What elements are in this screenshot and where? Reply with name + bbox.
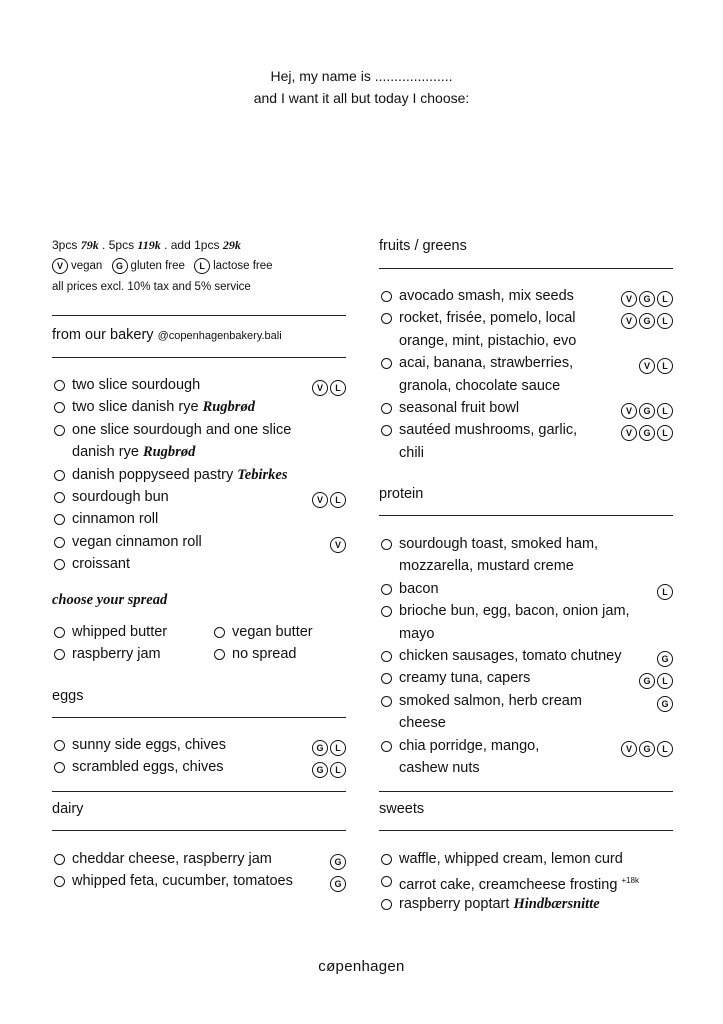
vegan-icon: V: [621, 741, 637, 757]
menu-item-label: two slice sourdough: [72, 377, 201, 393]
menu-item-continuation: [379, 712, 673, 734]
select-radio[interactable]: [54, 876, 65, 887]
menu-item-label: cashew nuts: [399, 760, 480, 776]
menu-item-continuation: [379, 442, 673, 464]
gluten-free-icon: G: [639, 741, 655, 757]
menu-item[interactable]: [52, 396, 346, 418]
diet-badges: [637, 354, 673, 376]
diet-badges: [655, 692, 673, 714]
menu-item-continuation: [379, 375, 673, 397]
select-radio[interactable]: [381, 606, 392, 617]
select-radio[interactable]: [54, 537, 65, 548]
lactose-free-icon: L: [330, 740, 346, 756]
lactose-free-icon: L: [657, 673, 673, 689]
diet-badges: [328, 872, 346, 894]
menu-item-label: one slice sourdough and one slice: [72, 421, 292, 438]
select-radio[interactable]: [381, 854, 392, 865]
select-radio[interactable]: [381, 584, 392, 595]
select-radio[interactable]: [381, 358, 392, 369]
select-radio[interactable]: [381, 539, 392, 550]
eggs-title: eggs: [52, 688, 84, 704]
menu-item[interactable]: [379, 352, 673, 374]
menu-item-label: bacon: [399, 580, 439, 597]
divider: [52, 357, 346, 358]
diet-badges: [328, 533, 346, 555]
menu-item[interactable]: [379, 735, 673, 757]
select-radio[interactable]: [54, 627, 65, 638]
protein-title: protein: [379, 486, 424, 502]
diet-badges: [619, 399, 673, 421]
menu-item-label: granola, chocolate sauce: [399, 377, 561, 394]
menu-item-local-name: Hindbærsnitte: [513, 895, 600, 912]
menu-item-label: raspberry poptart Hindbærsnitte: [399, 895, 600, 912]
menu-item-local-name: Rugbrød: [202, 399, 255, 416]
select-radio[interactable]: [381, 673, 392, 684]
select-radio[interactable]: [54, 514, 65, 525]
menu-item[interactable]: [379, 870, 673, 892]
menu-item-local-name: Rugbrød: [142, 444, 196, 461]
menu-item-local-name: Tebirkes: [237, 466, 288, 483]
vegan-icon: V: [621, 291, 637, 307]
menu-item-label: scrambled eggs, chives: [72, 759, 224, 776]
select-radio[interactable]: [381, 651, 392, 662]
lactose-free-icon: L: [657, 425, 673, 441]
menu-item-label: danish poppyseed pastry Tebirkes: [72, 466, 288, 483]
menu-item[interactable]: [52, 374, 346, 396]
menu-item[interactable]: [379, 578, 673, 600]
select-radio[interactable]: [381, 876, 392, 887]
divider: [379, 515, 673, 516]
diet-badges: [310, 758, 346, 780]
menu-item[interactable]: [52, 508, 346, 530]
menu-item-continuation: [379, 757, 673, 779]
diet-badges: [310, 736, 346, 758]
diet-badges: [619, 737, 673, 759]
menu-item-label: rocket, frisée, pomelo, local: [399, 310, 576, 327]
lactose-free-icon: L: [330, 492, 346, 508]
gluten-free-icon: G: [639, 313, 655, 329]
surcharge: +18k: [621, 876, 640, 886]
menu-item-label: sourdough bun: [72, 489, 169, 505]
menu-item-label: sunny side eggs, chives: [72, 737, 226, 753]
gluten-free-icon: G: [639, 673, 655, 689]
menu-item[interactable]: [379, 848, 673, 870]
menu-item[interactable]: [52, 870, 346, 892]
menu-item[interactable]: [52, 756, 346, 778]
select-radio[interactable]: [381, 899, 392, 910]
menu-item-label: chili: [399, 444, 424, 461]
select-radio[interactable]: [54, 559, 65, 570]
menu-item[interactable]: [379, 667, 673, 689]
menu-item[interactable]: [52, 848, 346, 870]
menu-item-label: acai, banana, strawberries,: [399, 355, 574, 372]
menu-item-label: two slice danish rye Rugbrød: [72, 399, 255, 416]
vegan-icon: V: [621, 313, 637, 329]
menu-item[interactable]: [379, 397, 673, 419]
spread-title: choose your spread: [52, 592, 168, 608]
intro-line-2: and I want it all but today I choose:: [253, 90, 470, 106]
spread-option[interactable]: [212, 643, 362, 665]
select-radio[interactable]: [54, 854, 65, 865]
menu-item-label: cheese: [399, 715, 446, 732]
diet-badges: [619, 309, 673, 331]
price-5pcs-label: . 5pcs: [102, 238, 135, 252]
select-radio[interactable]: [54, 762, 65, 773]
menu-item[interactable]: [379, 307, 673, 329]
lactose-free-icon: L: [194, 258, 210, 274]
menu-item-label: chicken sausages, tomato chutney: [399, 648, 622, 664]
menu-item-continuation: [379, 623, 673, 645]
select-radio[interactable]: [381, 741, 392, 752]
menu-item-label: smoked salmon, herb cream: [399, 692, 582, 709]
menu-item-label: sourdough toast, smoked ham,: [399, 536, 599, 552]
diet-badges: [637, 669, 673, 691]
divider: [52, 791, 346, 792]
vegan-icon: V: [639, 358, 655, 374]
menu-item-label: mayo: [399, 625, 435, 642]
vegan-icon: V: [330, 537, 346, 553]
spread-option[interactable]: [212, 621, 362, 643]
select-radio[interactable]: [54, 492, 65, 503]
menu-item[interactable]: [52, 464, 346, 486]
pricing-line: [52, 238, 241, 253]
tax-note: all prices excl. 10% tax and 5% service: [52, 281, 251, 293]
gluten-free-icon: G: [312, 740, 328, 756]
divider: [52, 717, 346, 718]
divider: [52, 830, 346, 831]
menu-item[interactable]: [379, 285, 673, 307]
menu-item[interactable]: [379, 600, 673, 622]
menu-item-label: seasonal fruit bowl: [399, 400, 520, 416]
menu-item-label: avocado smash, mix seeds: [399, 288, 574, 304]
gluten-free-icon: G: [657, 696, 673, 712]
legend-lactose-free: lactose free: [213, 260, 273, 272]
vegan-icon: V: [52, 258, 68, 274]
bakery-title-text: from our bakery: [52, 327, 154, 343]
menu-item-label: waffle, whipped cream, lemon curd: [399, 851, 623, 867]
menu-item[interactable]: [379, 690, 673, 712]
spread-option-label: vegan butter: [232, 624, 313, 640]
spread-option-label: raspberry jam: [72, 646, 161, 663]
menu-item-label: orange, mint, pistachio, evo: [399, 332, 577, 349]
select-radio[interactable]: [381, 403, 392, 414]
price-5pcs: 119k: [137, 238, 161, 252]
intro-line-1: Hej, my name is ....................: [270, 68, 453, 84]
diet-badges: [310, 488, 346, 510]
select-radio[interactable]: [381, 313, 392, 324]
menu-item[interactable]: [52, 486, 346, 508]
gluten-free-icon: G: [330, 876, 346, 892]
divider: [379, 268, 673, 269]
gluten-free-icon: G: [657, 651, 673, 667]
menu-item[interactable]: [52, 419, 346, 441]
menu-item-label: chia porridge, mango,: [399, 737, 540, 754]
lactose-free-icon: L: [657, 291, 673, 307]
diet-badges: [655, 580, 673, 602]
divider: [52, 315, 346, 316]
vegan-icon: V: [312, 492, 328, 508]
select-radio[interactable]: [381, 696, 392, 707]
menu-item-label: mozzarella, mustard creme: [399, 558, 574, 575]
menu-item[interactable]: [379, 645, 673, 667]
diet-legend: [52, 258, 273, 274]
menu-item[interactable]: [379, 533, 673, 555]
bakery-handle: @copenhagenbakery.bali: [157, 330, 282, 342]
diet-badges: [328, 850, 346, 872]
lactose-free-icon: L: [657, 403, 673, 419]
menu-item[interactable]: [52, 734, 346, 756]
menu-item[interactable]: [52, 553, 346, 575]
price-3pcs: 79k: [80, 238, 99, 252]
menu-item-label: brioche bun, egg, bacon, onion jam,: [399, 603, 630, 620]
divider: [379, 830, 673, 831]
menu-item[interactable]: [52, 531, 346, 553]
lactose-free-icon: L: [657, 741, 673, 757]
diet-badges: [310, 376, 346, 398]
price-add-label: . add 1pcs: [164, 238, 220, 252]
bakery-title: [52, 327, 282, 343]
fruits-title: fruits / greens: [379, 238, 467, 254]
menu-item-continuation: [379, 555, 673, 577]
select-radio[interactable]: [54, 470, 65, 481]
menu-item-continuation: [379, 330, 673, 352]
gluten-free-icon: G: [112, 258, 128, 274]
vegan-icon: V: [621, 403, 637, 419]
menu-item-label: creamy tuna, capers: [399, 670, 531, 687]
menu-item-label: vegan cinnamon roll: [72, 533, 202, 550]
spread-option-label: whipped butter: [72, 624, 168, 640]
menu-item-label: sautéed mushrooms, garlic,: [399, 422, 578, 439]
gluten-free-icon: G: [639, 291, 655, 307]
spread-option[interactable]: [52, 621, 202, 643]
menu-item[interactable]: [379, 893, 673, 915]
menu-item-label: cheddar cheese, raspberry jam: [72, 851, 272, 867]
lactose-free-icon: L: [657, 584, 673, 600]
select-radio[interactable]: [54, 402, 65, 413]
menu-item-label: carrot cake, creamcheese frosting $^{+18k}$: [399, 876, 640, 894]
select-radio[interactable]: [54, 425, 65, 436]
select-radio[interactable]: [381, 291, 392, 302]
lactose-free-icon: L: [657, 358, 673, 374]
spread-option-label: no spread: [232, 646, 297, 663]
menu-item[interactable]: [379, 419, 673, 441]
vegan-icon: V: [312, 380, 328, 396]
gluten-free-icon: G: [330, 854, 346, 870]
lactose-free-icon: L: [330, 380, 346, 396]
gluten-free-icon: G: [312, 762, 328, 778]
menu-item-continuation: [52, 441, 346, 463]
diet-badges: [619, 287, 673, 309]
gluten-free-icon: G: [639, 403, 655, 419]
menu-item-label: danish rye Rugbrød: [72, 444, 196, 461]
gluten-free-icon: G: [639, 425, 655, 441]
diet-badges: [619, 421, 673, 443]
select-radio[interactable]: [54, 380, 65, 391]
spread-option[interactable]: [52, 643, 202, 665]
price-3pcs-label: 3pcs: [52, 238, 78, 252]
select-radio[interactable]: [54, 740, 65, 751]
lactose-free-icon: L: [330, 762, 346, 778]
diet-badges: [655, 647, 673, 669]
select-radio[interactable]: [54, 649, 65, 660]
brand-logo: cøpenhagen: [318, 958, 405, 975]
lactose-free-icon: L: [657, 313, 673, 329]
legend-vegan: vegan: [71, 260, 103, 272]
menu-item-label: croissant: [72, 556, 131, 573]
menu-item-label: whipped feta, cucumber, tomatoes: [72, 873, 293, 890]
price-add: 29k: [222, 238, 241, 252]
select-radio[interactable]: [381, 425, 392, 436]
select-radio[interactable]: [214, 627, 225, 638]
select-radio[interactable]: [214, 649, 225, 660]
divider: [379, 791, 673, 792]
sweets-title: sweets: [379, 801, 425, 817]
dairy-title: dairy: [52, 801, 84, 817]
legend-gluten-free: gluten free: [130, 260, 185, 272]
vegan-icon: V: [621, 425, 637, 441]
menu-item-label: cinnamon roll: [72, 511, 159, 528]
